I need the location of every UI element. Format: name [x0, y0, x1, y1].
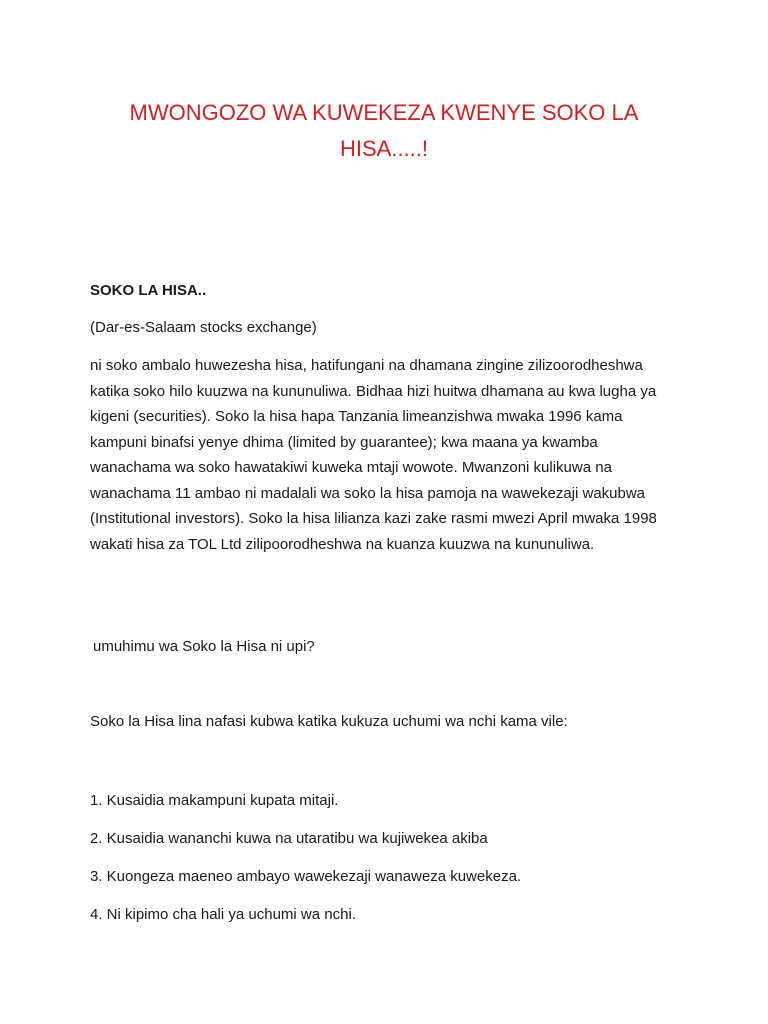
- list-item: 1. Kusaidia makampuni kupata mitaji.: [90, 792, 339, 809]
- list-item: 4. Ni kipimo cha hali ya uchumi wa nchi.: [90, 906, 356, 923]
- lead-in-text: Soko la Hisa lina nafasi kubwa katika kukuza uchumi wa nchi kama vile:: [90, 713, 568, 730]
- question-text: umuhimu wa Soko la Hisa ni upi?: [93, 638, 315, 655]
- section-heading: SOKO LA HISA..: [90, 282, 207, 299]
- section-subheading: (Dar-es-Salaam stocks exchange): [90, 319, 317, 336]
- intro-paragraph: ni soko ambalo huwezesha hisa, hatifungani na dhamana zingine zilizoorodheshwa katika soko hilo kuuzwa na kununuliwa. Bidhaa hizi huitwa dhamana au kwa lugha ya kigeni (securities). Soko la hisa hapa Tanzania limeanzishwa mwaka 1996 kama kampuni binafsi yenye dhima (limited by guarantee); kwa maana ya kwamba wanachama wa soko hawatakiwi kuweka mtaji wowote. Mwanzoni kulikuwa na wanachama 11 ambao ni madalali wa soko la hisa pamoja na wawekezaji wakubwa (Institutional investors). Soko la hisa lilianza kazi zake rasmi mwezi April mwaka 1998 wakati hisa za TOL Ltd zilipoorodheshwa na kuanza kuuzwa na kununuliwa.: [90, 357, 657, 553]
- list-item: 3. Kuongeza maeneo ambayo wawekezaji wanaweza kuwekeza.: [90, 868, 522, 885]
- document-title: MWONGOZO WA KUWEKEZA KWENYE SOKO LA HISA.....!: [129, 100, 639, 161]
- list-item: 2. Kusaidia wananchi kuwa na utaratibu wa kujiwekea akiba: [90, 830, 488, 847]
